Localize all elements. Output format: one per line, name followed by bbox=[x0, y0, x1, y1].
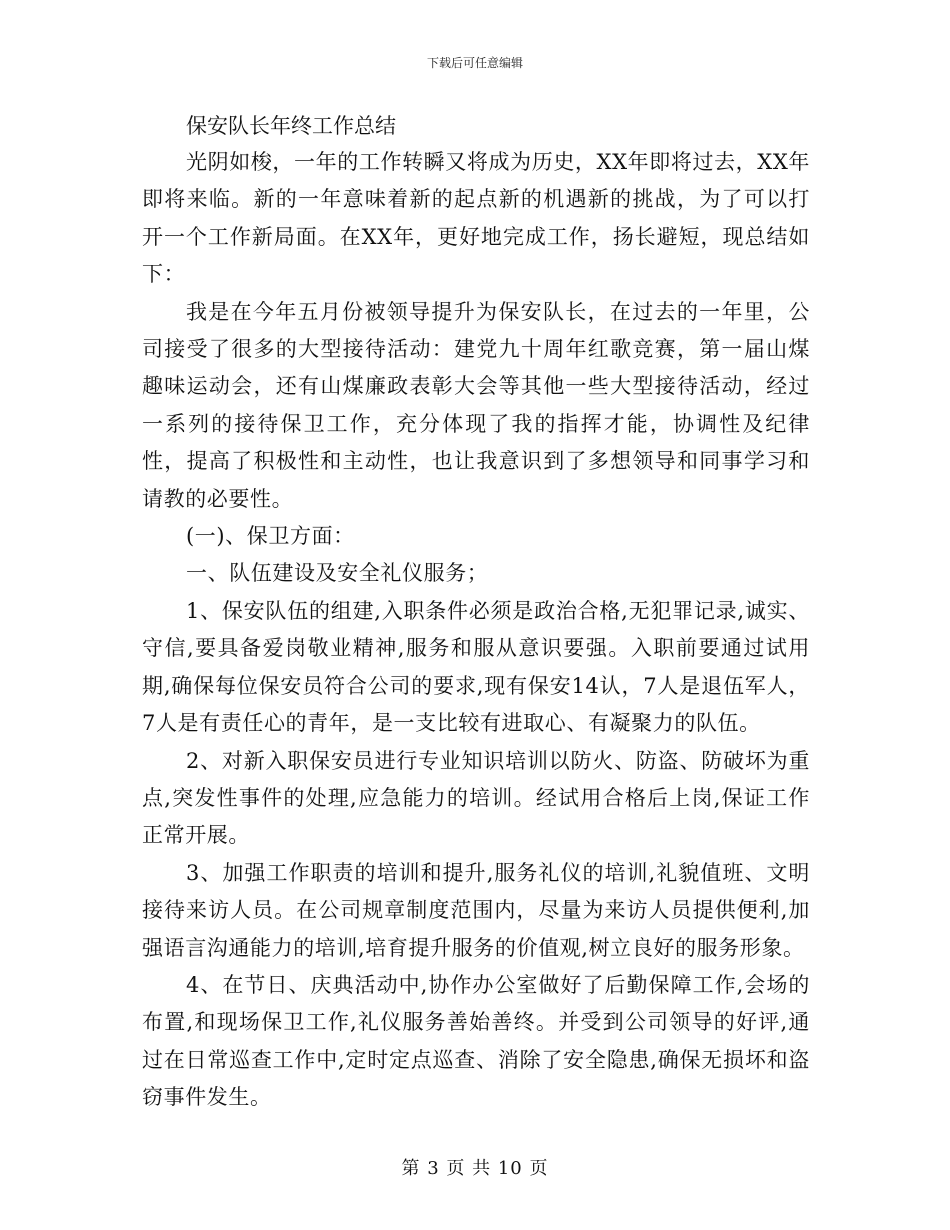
section-heading-security: (一)、保卫方面： bbox=[186, 524, 355, 549]
list-item-4: 4、在节日、庆典活动中,协作办公室做好了后勤保障工作,会场的布置,和现场保卫工作,礼仪服务善始善终。并受到公司领导的好评,通过在日常巡查工作中,定时定点巡查、消除了安全隐患,确保无损坏和盗窃事件发生。 bbox=[142, 972, 810, 1110]
document-body bbox=[142, 108, 810, 1117]
paragraph-promotion: 我是在今年五月份被领导提升为保安队长，在过去的一年里，公司接受了很多的大型接待活动：建党九十周年红歌竞赛，第一届山煤趣味运动会，还有山煤廉政表彰大会等其他一些大型接待活动，经过一系列的接待保卫工作，充分体现了我的指挥才能，协调性及纪律性，提高了积极性和主动性，也让我意识到了多想领导和同事学习和请教的必要性。 bbox=[142, 299, 810, 511]
paragraph-intro: 光阴如梭，一年的工作转瞬又将成为历史，XX年即将过去，XX年即将来临。新的一年意味着新的起点新的机遇新的挑战，为了可以打开一个工作新局面。在XX年，更好地完成工作，扬长避短，现总结如下： bbox=[142, 150, 810, 287]
list-item-3: 3、加强工作职责的培训和提升,服务礼仪的培训,礼貌值班、文明接待来访人员。在公司规章制度范围内，尽量为来访人员提供便利,加强语言沟通能力的培训,培育提升服务的价值观,树立良好的服务形象。 bbox=[142, 860, 810, 960]
subsection-heading-team: 一、队伍建设及安全礼仪服务； bbox=[186, 561, 489, 586]
list-item-2: 2、对新入职保安员进行专业知识培训以防火、防盗、防破坏为重点,突发性事件的处理,应急能力的培训。经试用合格后上岗,保证工作正常开展。 bbox=[142, 748, 810, 848]
list-item-1: 1、保安队伍的组建,入职条件必须是政治合格,无犯罪记录,诚实、守信,要具备爱岗敬业精神,服务和服从意识要强。入职前要通过试用期,确保每位保安员符合公司的要求,现有保安14认，7人是退伍军人，7人是有责任心的青年，是一支比较有进取心、有凝聚力的队伍。 bbox=[142, 598, 810, 736]
document-title: 保安队长年终工作总结 bbox=[186, 114, 396, 138]
page-number-footer: 第 3 页 共 10 页 bbox=[401, 1158, 549, 1179]
page-header-note: 下载后可任意编辑 bbox=[426, 56, 523, 70]
